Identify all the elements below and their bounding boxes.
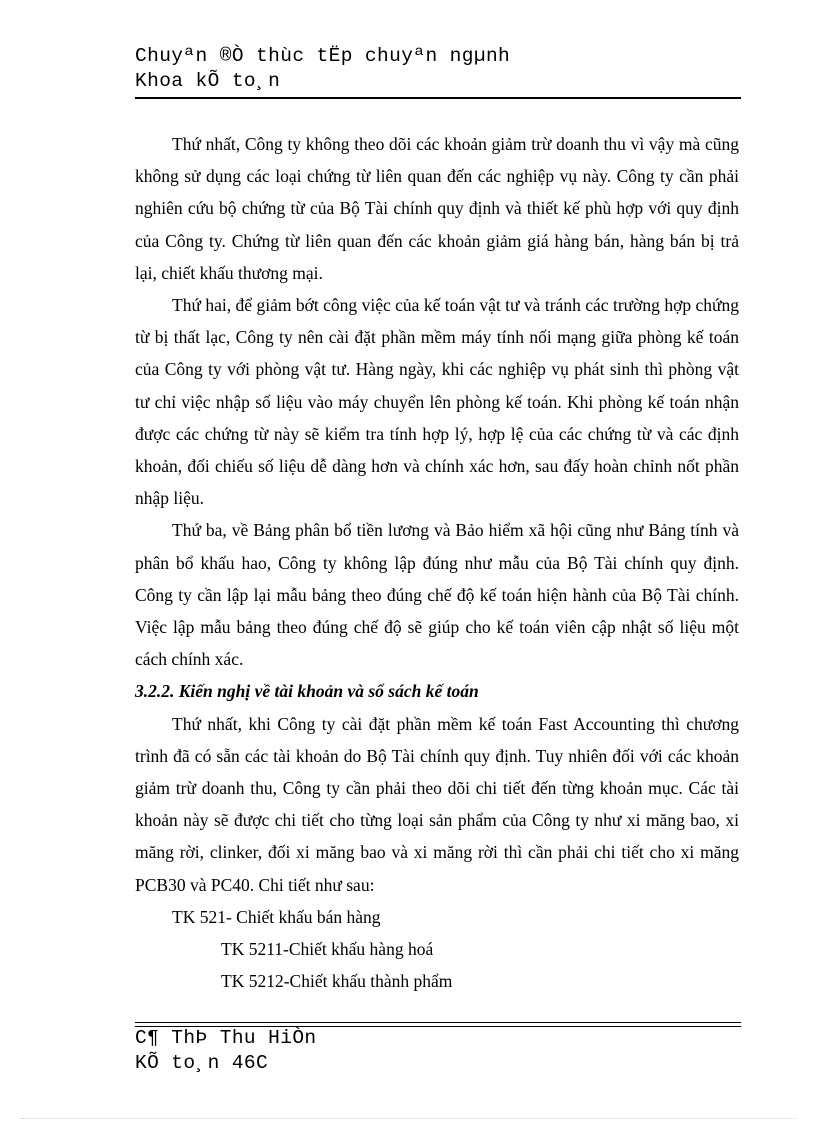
footer-author: C¶ ThÞ Thu HiÒn (135, 1027, 317, 1049)
account-item: TK 521- Chiết khấu bán hàng (172, 906, 381, 927)
footer-class: KÕ to¸n 46C (135, 1052, 269, 1074)
header-title: Chuyªn ®Ò thùc tËp chuyªn ngµnh (135, 45, 511, 67)
section-heading: 3.2.2. Kiến nghị về tài khoản và sổ sách kế toán (135, 681, 479, 702)
paragraph: Thứ hai, để giảm bớt công việc của kế toán vật tư và tránh các trường hợp chứng từ bị thất lạc, Công ty nên cài đặt phần mềm máy tính nối mạng giữa phòng kế toán của Công ty với phòng vật tư. Hàng ngày, khi các nghiệp vụ phát sinh thì phòng vật tư chỉ việc nhập số liệu vào máy chuyển lên phòng kế toán. Khi phòng kế toán nhận được các chứng từ này sẽ kiểm tra tính hợp lý, hợp lệ của các chứng từ và các định khoản, đối chiếu số liệu dễ dàng hơn và chính xác hơn, sau đấy hoàn chỉnh nốt phần nhập liệu. (135, 295, 739, 509)
paragraph: Thứ ba, về Bảng phân bổ tiền lương và Bảo hiểm xã hội cũng như Bảng tính và phân bổ khấu hao, Công ty không lập đúng như mẫu của Bộ Tài chính quy định. Công ty cần lập lại mẫu bảng theo đúng chế độ kế toán hiện hành của Bộ Tài chính. Việc lập mẫu bảng theo đúng chế độ sẽ giúp cho kế toán viên cập nhật số liệu một cách chính xác. (135, 520, 739, 670)
page-boundary (20, 1118, 796, 1119)
document-body (135, 128, 739, 997)
page-header (135, 44, 741, 94)
paragraph: Thứ nhất, khi Công ty cài đặt phần mềm kế toán Fast Accounting thì chương trình đã có sẵn các tài khoản do Bộ Tài chính quy định. Tuy nhiên đối với các khoản giảm trừ doanh thu, Công ty cần phải theo dõi chi tiết đến từng khoản mục. Các tài khoản này sẽ được chi tiết cho từng loại sản phẩm của Công ty như xi măng bao, xi măng rời, clinker, đối xi măng bao và xi măng rời thì cần phải chi tiết cho xi măng PCB30 và PC40. Chi tiết như sau: (135, 713, 739, 895)
footer-divider (135, 1022, 741, 1023)
header-department: Khoa kÕ to¸n (135, 70, 281, 92)
header-divider (135, 97, 741, 99)
paragraph: Thứ nhất, Công ty không theo dõi các khoản giảm trừ doanh thu vì vậy mà cũng không sử dụng các loại chứng từ liên quan đến các nghiệp vụ này. Công ty cần phải nghiên cứu bộ chứng từ của Bộ Tài chính quy định và thiết kế phù hợp với quy định của Công ty. Chứng từ liên quan đến các khoản giảm giá hàng bán, hàng bán bị trả lại, chiết khấu thương mại. (135, 134, 739, 283)
page-footer (135, 1026, 317, 1076)
account-subitem: TK 5212-Chiết khấu thành phẩm (221, 971, 453, 992)
account-subitem: TK 5211-Chiết khấu hàng hoá (221, 939, 434, 960)
